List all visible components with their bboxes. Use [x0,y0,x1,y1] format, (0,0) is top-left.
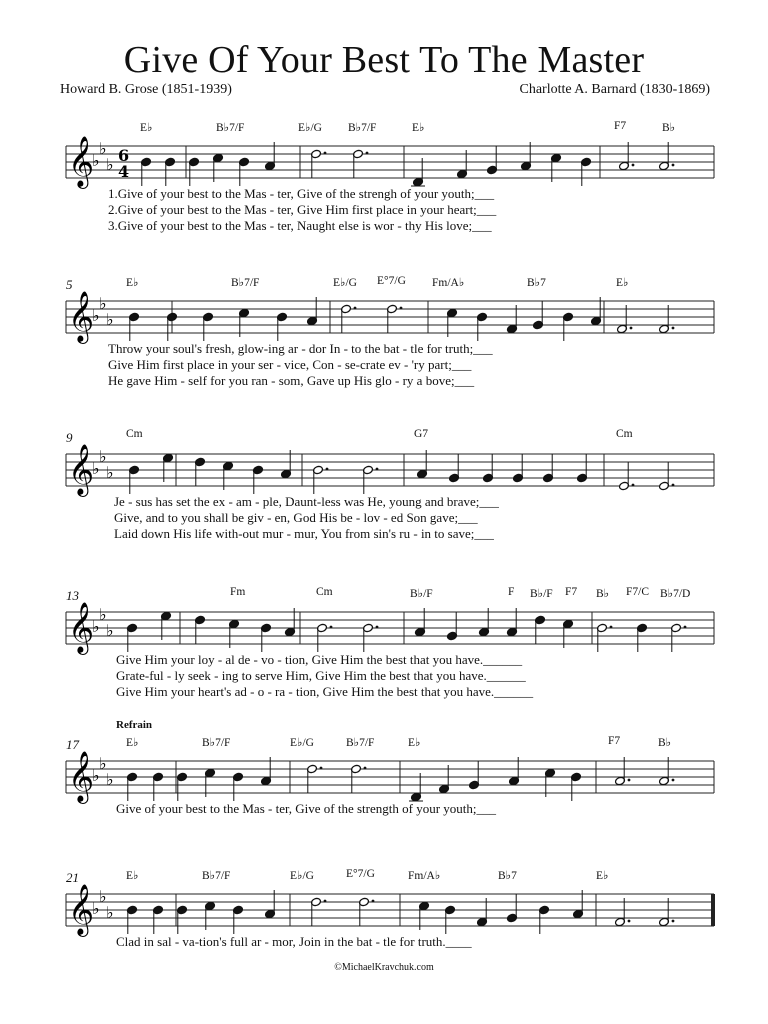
chord-symbol: B♭/F [410,588,433,600]
chord-symbol: E♭/G [333,277,357,289]
note [129,465,140,494]
composer-credit: Howard B. Grose (1851-1939) [60,82,232,97]
chord-symbol: F7/C [626,586,650,598]
note [571,772,582,801]
chord-symbol: B♭7/F [216,122,245,134]
measure-number: 13 [66,588,79,603]
note [477,312,488,341]
note [277,312,288,341]
note [311,897,327,926]
chord-symbol: F7 [565,586,578,598]
flat-icon: ♭ [92,899,100,918]
flat-icon: ♭ [99,887,107,906]
flat-icon: ♭ [106,903,114,922]
chord-symbol: Cm [316,586,333,598]
treble-clef-icon: 𝄞 [68,751,95,802]
lyric-line: Grate-ful - ly seek - ing to serve Him, Give Him the best that you have.______ [116,668,526,683]
treble-clef-icon: 𝄞 [68,884,95,935]
chord-symbol: B♭7/F [348,122,377,134]
chord-symbol: B♭ [596,588,610,600]
flat-icon: ♭ [106,310,114,329]
note [317,623,333,652]
treble-clef-icon: 𝄞 [68,444,95,495]
note [177,905,188,934]
note [351,764,367,793]
lyric-line: 1.Give of your best to the Mas - ter, Give of the strengh of your youth;___ [108,186,495,201]
chord-symbol: E♭ [140,122,153,134]
flat-icon: ♭ [106,621,114,640]
time-signature-bottom: 4 [118,162,130,181]
chord-symbol: F7 [608,735,621,747]
music-staff [0,120,768,190]
note [233,772,244,801]
chord-symbol: B♭ [658,737,672,749]
note [313,465,329,494]
note [141,157,152,186]
note [513,454,524,483]
time-signature-top: 6 [118,146,130,165]
chord-symbol: E°7/G [377,275,406,287]
flat-icon: ♭ [92,151,100,170]
note [195,615,206,644]
chord-symbol: E♭/G [290,737,314,749]
chord-symbol: B♭7 [498,870,517,882]
flat-icon: ♭ [99,139,107,158]
chord-symbol: E♭ [412,122,425,134]
chord-symbol: E♭ [596,870,609,882]
staff-system [0,868,768,1008]
measure-number: 21 [66,870,79,885]
note [341,304,357,333]
lyric-line: 2.Give of your best to the Mas - ter, Give Him first place in your heart;___ [108,202,497,217]
lyric-line: Laid down His life with-out mur - mur, You from sin's ru - in to save;___ [114,526,494,541]
treble-clef-icon: 𝄞 [68,602,95,653]
chord-symbol: E♭ [126,277,139,289]
staff-system [0,719,768,875]
copyright-footer: ©MichaelKravchuk.com [334,962,434,973]
chord-symbol: F7 [614,120,627,132]
note [253,465,264,494]
staff-system [0,275,768,415]
note [203,312,214,341]
chord-symbol: E♭/G [298,122,322,134]
chord-symbol: E♭/G [290,870,314,882]
note [307,764,323,793]
note [165,157,176,186]
note [353,149,369,178]
note [311,149,327,178]
note [469,761,480,790]
chord-symbol: E♭ [616,277,629,289]
flat-icon: ♭ [106,155,114,174]
note [447,612,458,641]
chord-symbol: E°7/G [346,868,375,880]
flat-icon: ♭ [99,605,107,624]
lyric-line: Give Him your heart's ad - o - ra - tion, Give Him the best that you have.______ [116,684,534,699]
lyric-line: Clad in sal - va-tion's full ar - mor, Join in the bat - tle for truth.____ [116,934,472,949]
staff-system [0,120,768,260]
chord-symbol: E♭ [126,737,139,749]
note [507,894,518,923]
note [153,772,164,801]
lyric-line: Throw your soul's fresh, glow-ing ar - dor In - to the bat - tle for truth;___ [108,341,493,356]
chord-symbol: B♭7/F [202,870,231,882]
note [127,623,138,652]
note [487,146,498,175]
note [363,465,379,494]
flat-icon: ♭ [92,766,100,785]
lyric-line: Give Him first place in your ser - vice, Con - se-crate ev - 'ry part;___ [108,357,472,372]
measure-number: 17 [66,737,79,752]
flat-icon: ♭ [99,754,107,773]
note [563,312,574,341]
flat-icon: ♭ [92,306,100,325]
final-bar-line [711,894,715,926]
chord-symbol: Cm [616,428,633,440]
chord-symbol: E♭ [126,870,139,882]
flat-icon: ♭ [99,294,107,313]
note [581,157,592,186]
treble-clef-icon: 𝄞 [68,136,95,187]
note [387,304,403,333]
flat-icon: ♭ [92,459,100,478]
note [195,457,206,486]
note [261,623,272,652]
flat-icon: ♭ [106,463,114,482]
note [597,623,613,652]
measure-number: 9 [66,430,73,445]
lyric-line: He gave Him - self for you ran - som, Gave up His glo - ry a bove;___ [108,373,475,388]
lyric-line: Give, and to you shall be giv - en, God His be - lov - ed Son gave;___ [114,510,478,525]
note [535,615,546,644]
chord-symbol: E♭ [408,737,421,749]
flat-icon: ♭ [106,770,114,789]
chord-symbol: Fm/A♭ [408,870,441,882]
note [483,454,494,483]
note [533,301,544,330]
lyric-line: Give of your best to the Mas - ter, Give of the strength of your youth;___ [116,801,497,816]
note [363,623,379,652]
treble-clef-icon: 𝄞 [68,291,95,342]
chord-symbol: B♭7/D [660,588,691,600]
chord-symbol: B♭7/F [346,737,375,749]
chord-symbol: B♭7/F [202,737,231,749]
note [359,897,375,926]
chord-symbol: F [508,586,515,598]
lyric-line: Give Him your loy - al de - vo - tion, Give Him the best that you have.______ [116,652,523,667]
lyricist-credit: Charlotte A. Barnard (1830-1869) [519,82,710,97]
page-title: Give Of Your Best To The Master [123,39,645,81]
note [671,623,687,652]
lyric-line: Je - sus has set the ex - am - ple, Daunt-less was He, young and brave;___ [114,494,499,509]
flat-icon: ♭ [99,447,107,466]
music-staff [0,586,768,656]
lyric-line: 3.Give of your best to the Mas - ter, Naught else is wor - thy His love;___ [108,218,492,233]
chord-symbol: Fm/A♭ [432,277,465,289]
music-staff [0,428,768,498]
chord-symbol: B♭7 [527,277,546,289]
staff-system [0,428,768,568]
note [153,905,164,934]
music-staff [0,868,768,938]
note [239,157,250,186]
note [637,623,648,652]
note [539,905,550,934]
staff-system [0,586,768,726]
note [449,454,460,483]
note [127,905,138,934]
chord-symbol: B♭7/F [231,277,260,289]
chord-symbol: Fm [230,586,246,598]
note [233,905,244,934]
chord-symbol: B♭/F [530,588,553,600]
note [445,905,456,934]
flat-icon: ♭ [92,617,100,636]
note [127,772,138,801]
note [177,772,188,801]
note [189,157,200,186]
chord-symbol: B♭ [662,122,676,134]
chord-symbol: G7 [414,428,429,440]
note [543,454,554,483]
refrain-label: Refrain [116,719,153,731]
chord-symbol: Cm [126,428,143,440]
music-staff [0,735,768,805]
note [577,454,588,483]
note [129,312,140,341]
measure-number: 5 [66,277,73,292]
